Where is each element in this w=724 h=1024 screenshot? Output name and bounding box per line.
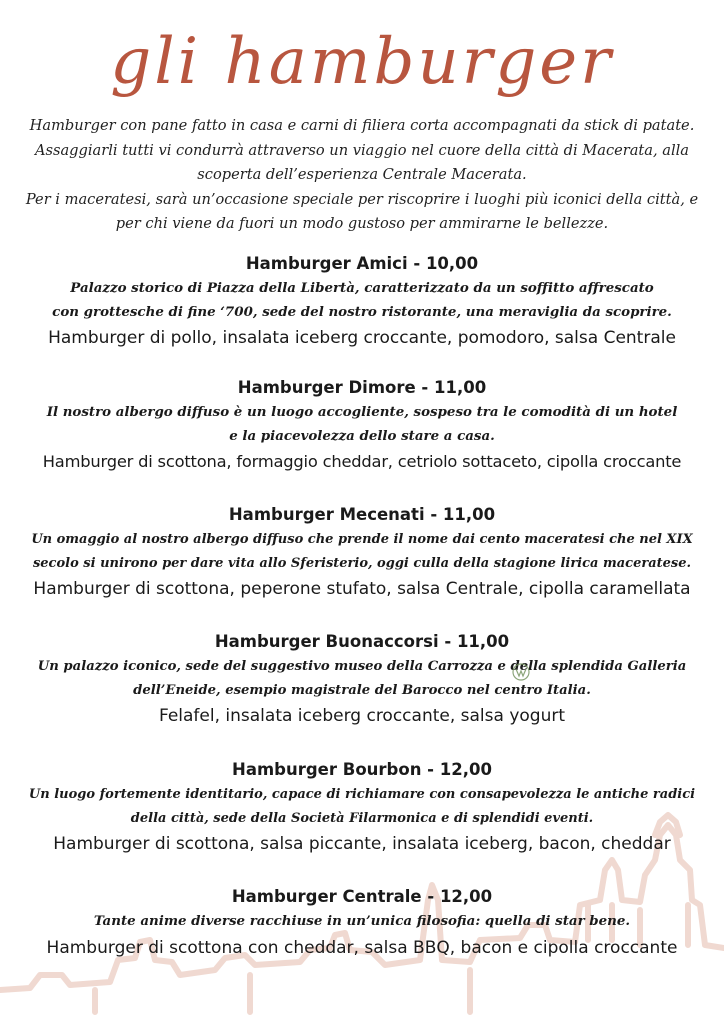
menu-item-ingredients: Hamburger di pollo, insalata iceberg croccante, pomodoro, salsa Centrale [48,328,676,348]
menu-item-description: Palazzo storico di Piazza della Libertà, caratterizzato da un soffitto affrescato con grottesche di fine ‘700, sede del nostro ristorante, una meraviglia da scoprire. [52,280,672,320]
menu-item-ingredients: Felafel, insalata iceberg croccante, salsa yogurt [158,706,566,726]
menu-item-dimore [0,376,724,474]
menu-item-title: Hamburger Mecenati - 11,00 [228,505,496,524]
menu-item-bourbon [0,758,724,856]
menu-item-ingredients: Hamburger di scottona, salsa piccante, insalata iceberg, bacon, cheddar [53,834,671,854]
centrale-logo-icon [511,662,531,682]
menu-item-title: Hamburger Amici - 10,00 [245,254,479,273]
menu-item-mecenati [0,503,724,601]
menu-item-description: Tante anime diverse racchiuse in un’unica filosofia: quella di star bene. [93,913,631,929]
menu-item-amici [0,252,724,350]
menu-item-title: Hamburger Dimore - 11,00 [237,378,487,397]
menu-item-centrale [0,885,724,960]
menu-item-description: Un luogo fortemente identitario, capace di richiamare con consapevolezza le antiche radici della città, sede della Società Filarmonica e di splendidi eventi. [28,787,696,826]
menu-item-title: Hamburger Buonaccorsi - 11,00 [214,632,510,651]
page-title: gli hamburger [110,25,614,99]
menu-item-ingredients: Hamburger di scottona con cheddar, salsa BBQ, bacon e cipolla croccante [46,937,678,958]
menu-item-ingredients: Hamburger di scottona, formaggio cheddar, cetriolo sottaceto, cipolla croccante [42,452,682,471]
menu-item-description: Il nostro albergo diffuso è un luogo accogliente, sospeso tra le comodità di un hotel e la piacevolezza dello stare a casa. [46,404,678,444]
menu-item-ingredients: Hamburger di scottona, peperone stufato, salsa Centrale, cipolla caramellata [33,579,691,599]
intro-paragraph: Hamburger con pane fatto in casa e carni di filiera corta accompagnati da stick di patate. Assaggiarli tutti vi condurrà attraverso un viaggio nel cuore della città di Macerata, alla scoperta dell’esperienza Centrale Macerata. Per i maceratesi, sarà un’occasione speciale per riscoprire i luoghi più iconici della città, e per chi viene da fuori un modo gustoso per ammirarne le bellezze. [25,117,699,233]
menu-item-title: Hamburger Centrale - 12,00 [231,887,493,906]
menu-item-buonaccorsi [0,630,724,728]
menu-item-description: Un omaggio al nostro albergo diffuso che prende il nome dai cento maceratesi che nel XIX secolo si unirono per dare vita allo Sferisterio, oggi culla della stagione lirica maceratese. [31,532,693,571]
menu-item-title: Hamburger Bourbon - 12,00 [232,760,492,779]
menu-item-description: Un palazzo iconico, sede del suggestivo museo della Carrozza e della splendida Galleria dell’Eneide, esempio magistrale del Barocco nel centro Italia. [37,659,687,698]
